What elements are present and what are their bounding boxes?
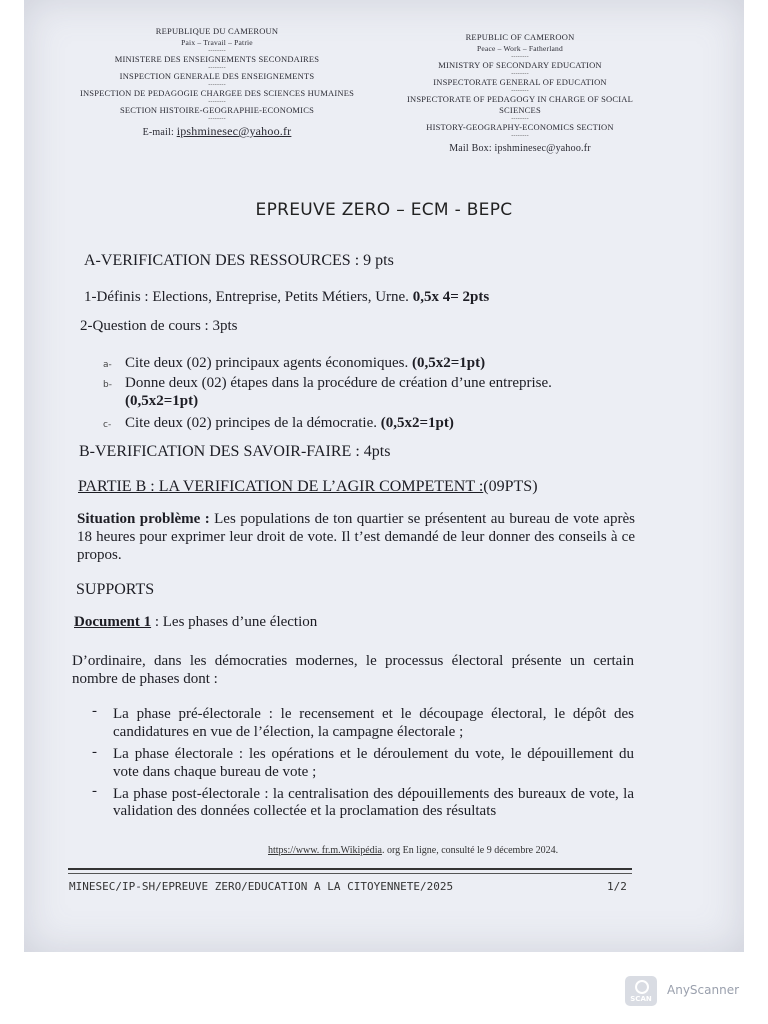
- email-label: E-mail:: [142, 127, 174, 138]
- document-1-heading: [74, 614, 317, 631]
- section-en: HISTORY-GEOGRAPHY-ECONOMICS SECTION: [426, 122, 614, 132]
- ministry-fr: MINISTERE DES ENSEIGNEMENTS SECONDAIRES: [114, 54, 320, 64]
- item-a-marker: a-: [103, 360, 112, 370]
- item-b-points: (0,5x2=1pt): [125, 393, 199, 409]
- item-b-text: Donne deux (02) étapes dans la procédure de création d’une entreprise.: [125, 375, 552, 391]
- bullet-dash-2: -: [92, 744, 97, 760]
- header-left: REPUBLIQUE DU CAMEROUN Paix – Travail – Patrie -------- MINISTERE DES ENSEIGNEMENTS SECONDAIRES -------- INSPECTION GENERALE DES ENSEIGNEMENTS -------- INSPECTION DE PEDAGOGIE CHARGEE DES SCIENCES HUMAINES -------- SECTION HISTOIRE-GEOGRAPHIE-ECONOMICS -------- E-mail: ipshminesec@yahoo.fr: [72, 26, 362, 138]
- item-c: [103, 415, 454, 432]
- source-text: . org En ligne, consulté le 9 décembre 2024.: [381, 845, 559, 856]
- item-a: [103, 355, 485, 372]
- item-c-marker: c-: [103, 420, 112, 430]
- inspection-en: INSPECTORATE GENERAL OF EDUCATION: [433, 77, 607, 87]
- footer-rule-thin: [68, 873, 632, 874]
- document-1-intro: D’ordinaire, dans les démocraties modernes, le processus électoral présente un certain nombre de phases dont :: [72, 653, 634, 687]
- partie-b-heading: [78, 478, 538, 496]
- question-1: [84, 289, 489, 306]
- ministry-en: MINISTRY OF SECONDARY EDUCATION: [438, 60, 602, 70]
- scanner-badge-text: SCAN: [630, 995, 652, 1003]
- section-b-heading: B-VERIFICATION DES SAVOIR-FAIRE : 4pts: [79, 443, 391, 460]
- country-en: REPUBLIC OF CAMEROON: [465, 32, 575, 42]
- situation-label: Situation problème :: [77, 511, 210, 527]
- scanner-logo-icon: [625, 976, 657, 1006]
- bullet-dash-3: -: [92, 783, 97, 799]
- country-fr: REPUBLIQUE DU CAMEROUN: [155, 26, 279, 36]
- bullet-2: La phase électorale : les opérations et le déroulement du vote, le dépouillement du vote dans chaque bureau de vote ;: [113, 746, 634, 780]
- document-1-label: Document 1: [74, 614, 152, 630]
- motto-fr: Paix – Travail – Patrie: [181, 38, 253, 47]
- pedagogy-en: INSPECTORATE OF PEDAGOGY IN CHARGE OF SOCIAL SCIENCES: [406, 94, 634, 115]
- scanner-brand: AnyScanner: [667, 983, 740, 997]
- motto-en: Peace – Work – Fatherland: [477, 44, 563, 53]
- exam-title: EPREUVE ZERO – ECM - BEPC: [255, 200, 513, 220]
- situation-text: Les populations de ton quartier se présentent au bureau de vote après 18 heures pour exprimer leur droit de vote. Il t’est demandé de leur donner des conseils à ce propos.: [77, 511, 635, 563]
- question-2: 2-Question de cours : 3pts: [80, 318, 238, 334]
- item-c-text: Cite deux (02) principes de la démocratie.: [125, 415, 381, 431]
- footer-rule: [68, 868, 632, 870]
- bullet-3: La phase post-électorale : la centralisation des dépouillements des bureaux de vote, la validation des données collectée et la proclamation des résultats: [113, 786, 634, 819]
- source-link[interactable]: https://www. fr.m.Wikipédia: [268, 845, 382, 856]
- partie-b-title: PARTIE B : LA VERIFICATION DE L’AGIR COMPETENT :: [78, 478, 484, 495]
- inspection-fr: INSPECTION GENERALE DES ENSEIGNEMENTS: [119, 71, 315, 81]
- document-1-source: [268, 845, 558, 856]
- item-b-marker: b-: [103, 380, 112, 390]
- email-address: ipshminesec@yahoo.fr: [176, 124, 292, 138]
- question-1-text: 1-Définis : Elections, Entreprise, Petits Métiers, Urne.: [84, 289, 413, 305]
- page-number: 1/2: [607, 880, 627, 893]
- supports-heading: SUPPORTS: [76, 581, 155, 598]
- partie-b-points: (09PTS): [483, 478, 538, 495]
- pedagogy-fr: INSPECTION DE PEDAGOGIE CHARGEE DES SCIENCES HUMAINES: [79, 88, 355, 98]
- item-a-points: (0,5x2=1pt): [412, 355, 486, 371]
- footer-reference: MINESEC/IP-SH/EPREUVE ZERO/EDUCATION A LA CITOYENNETE/2025: [69, 880, 454, 893]
- bullet-dash-1: -: [92, 703, 97, 719]
- mailbox-line: Mail Box: ipshminesec@yahoo.fr: [449, 143, 591, 154]
- header-right: REPUBLIC OF CAMEROON Peace – Work – Fatherland -------- MINISTRY OF SECONDARY EDUCATION -------- INSPECTORATE GENERAL OF EDUCATION -------- INSPECTORATE OF PEDAGOGY IN CHARGE OF SOCIAL SCIENCES -------- HISTORY-GEOGRAPHY-ECONOMICS SECTION -------- Mail Box: ipshminesec@yahoo.fr: [395, 32, 645, 154]
- item-c-points: (0,5x2=1pt): [380, 415, 454, 431]
- item-b: [103, 375, 552, 392]
- section-a-heading: A-VERIFICATION DES RESSOURCES : 9 pts: [84, 252, 394, 269]
- section-fr: SECTION HISTOIRE-GEOGRAPHIE-ECONOMICS: [119, 105, 314, 115]
- bullet-1: La phase pré-électorale : le recensement et le découpage électoral, le dépôt des candidatures en vue de l’élection, la campagne électorale ;: [113, 706, 634, 740]
- situation-probleme: [77, 510, 635, 564]
- document-1-title: : Les phases d’une élection: [151, 614, 318, 630]
- email-line: [72, 126, 362, 138]
- question-1-points: 0,5x 4= 2pts: [412, 289, 490, 305]
- item-a-text: Cite deux (02) principaux agents économiques.: [125, 355, 413, 371]
